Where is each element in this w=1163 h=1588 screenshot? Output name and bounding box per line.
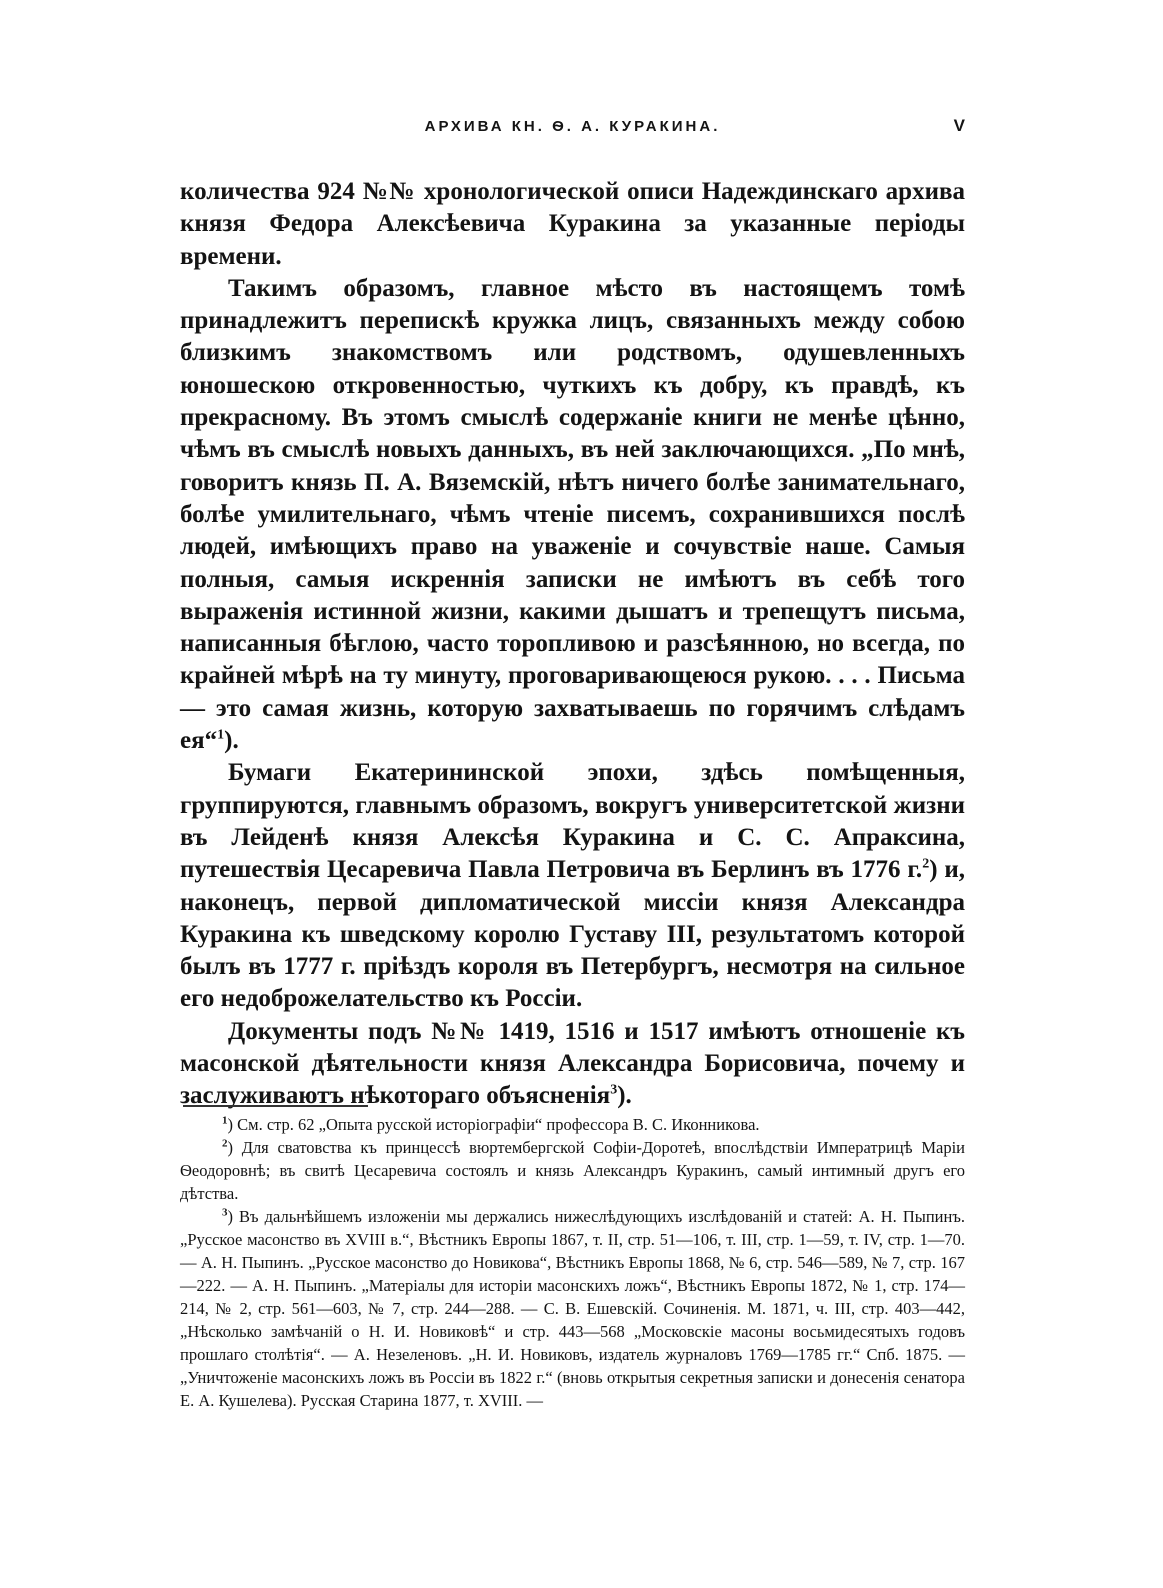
paragraph-4-text: Документы подъ №№ 1419, 1516 и 1517 имѣютъ отношеніе къ масонской дѣятельности князя Александра Борисовича, почему и заслуживаютъ нѣкотораго объясненія <box>180 1017 965 1110</box>
footnote-ref-2: 2 <box>922 856 930 872</box>
running-title: АРХИВА КН. Ѳ. А. КУРАКИНА. <box>424 118 721 135</box>
paragraph-2-end: ). <box>224 727 239 755</box>
page-header <box>180 118 965 146</box>
footnote-2 <box>180 1136 965 1205</box>
footnote-ref-3: 3 <box>610 1082 618 1098</box>
footnote-3-text: ) Въ дальнѣйшемъ изложеніи мы держались нижеслѣдующихъ изслѣдованій и статей: А. Н. Пыпинъ. „Русское масонство въ XVIII в.“, Вѣстникъ Европы 1867, т. II, стр. 51—106, т. III, стр. 1—59, т. IV, стр. 1—70. — А. Н. Пыпинъ. „Русское масонство до Новикова“, Вѣстникъ Европы 1868, № 6, стр. 546—589, № 7, стр. 167—222. — А. Н. Пыпинъ. „Матеріалы для исторіи масонскихъ ложъ“, Вѣстникъ Европы 1872, № 1, стр. 174—214, № 2, стр. 561—603, № 7, стр. 244—288. — С. В. Ешевскій. Сочиненія. М. 1871, ч. III, стр. 403—442, „Нѣсколько замѣчаній о Н. И. Новиковѣ“ и стр. 443—568 „Московскіе масоны восьмидесятыхъ годовъ прошлаго столѣтія“. — А. Незеленовъ. „Н. И. Новиковъ, издатель журналовъ 1769—1785 гг.“ Спб. 1875. — „Уничтоженіе масонскихъ ложъ въ Россіи въ 1822 г.“ (вновь открытыя секретныя записки и донесенія сенатора Е. А. Кушелева). Русская Старина 1877, т. XVIII. — <box>180 1207 965 1410</box>
paragraph-1: количества 924 №№ хронологической описи Надеждинскаго архива князя Федора Алексѣевича Куракина за указанные періоды времени. <box>180 178 965 270</box>
footnote-1-text: ) См. стр. 62 „Опыта русской исторіографіи“ профессора В. С. Иконникова. <box>227 1115 760 1134</box>
footnote-2-mark: 2 <box>222 1137 228 1150</box>
footnote-2-text: ) Для сватовства къ принцессѣ вюртембергской Софіи-Доротеѣ, впослѣдствіи Императрицѣ Маріи Ѳеодоровнѣ; въ свитѣ Цесаревича состоялъ и князь Александръ Куракинъ, самый интимный другъ его дѣтства. <box>180 1138 965 1203</box>
footnote-divider <box>183 1105 368 1107</box>
footnote-3 <box>180 1205 965 1412</box>
footnote-3-mark: 3 <box>222 1206 228 1219</box>
paragraph-2-text: Такимъ образомъ, главное мѣсто въ настоящемъ томѣ принадлежитъ перепискѣ кружка лицъ, связанныхъ между собою близкимъ знакомствомъ или родствомъ, одушевленныхъ юношескою откровенностью, чуткихъ къ добру, къ правдѣ, къ прекрасному. Въ этомъ смыслѣ содержаніе книги не менѣе цѣнно, чѣмъ въ смыслѣ новыхъ данныхъ, въ ней заключающихся. „По мнѣ, говоритъ князь П. А. Вяземскій, нѣтъ ничего болѣе занимательнаго, болѣе умилительнаго, чѣмъ чтеніе писемъ, сохранившихся послѣ людей, имѣющихъ право на уваженіе и сочувствіе наше. Самыя полныя, самыя искреннія записки не имѣютъ въ себѣ того выраженія истинной жизни, какими дышатъ и трепещутъ письма, написанныя бѣглою, часто торопливою и разсѣянною, но всегда, по крайней мѣрѣ на ту минуту, проговаривающеюся рукою. . . . Письма — это самая жизнь, которую захватываешь по горячимъ слѣдамъ ея“ <box>180 274 965 755</box>
paragraph-3-end: ) и, наконецъ, первой дипломатической миссіи князя Александра Куракина къ шведскому королю Густаву III, результатомъ которой былъ въ 1777 г. пріѣздъ короля въ Петербургъ, несмотря на сильное его недоброжелательство къ Россіи. <box>180 856 966 1013</box>
page-number: V <box>953 116 965 135</box>
footnotes <box>180 1113 965 1412</box>
main-text <box>180 176 965 1113</box>
paragraph-3 <box>180 757 965 1015</box>
paragraph-2 <box>180 273 965 757</box>
paragraph-3-text: Бумаги Екатерининской эпохи, здѣсь помѣщенныя, группируются, главнымъ образомъ, вокругъ университетской жизни въ Лейденѣ князя Алексѣя Куракина и С. С. Апраксина, путешествія Цесаревича Павла Петровича въ Берлинъ въ 1776 г. <box>180 759 965 884</box>
footnote-1 <box>180 1113 965 1136</box>
paragraph-4-end: ). <box>617 1082 632 1110</box>
footnote-1-mark: 1 <box>222 1114 228 1127</box>
footnote-ref-1: 1 <box>217 727 225 743</box>
paragraph-4 <box>180 1016 965 1113</box>
